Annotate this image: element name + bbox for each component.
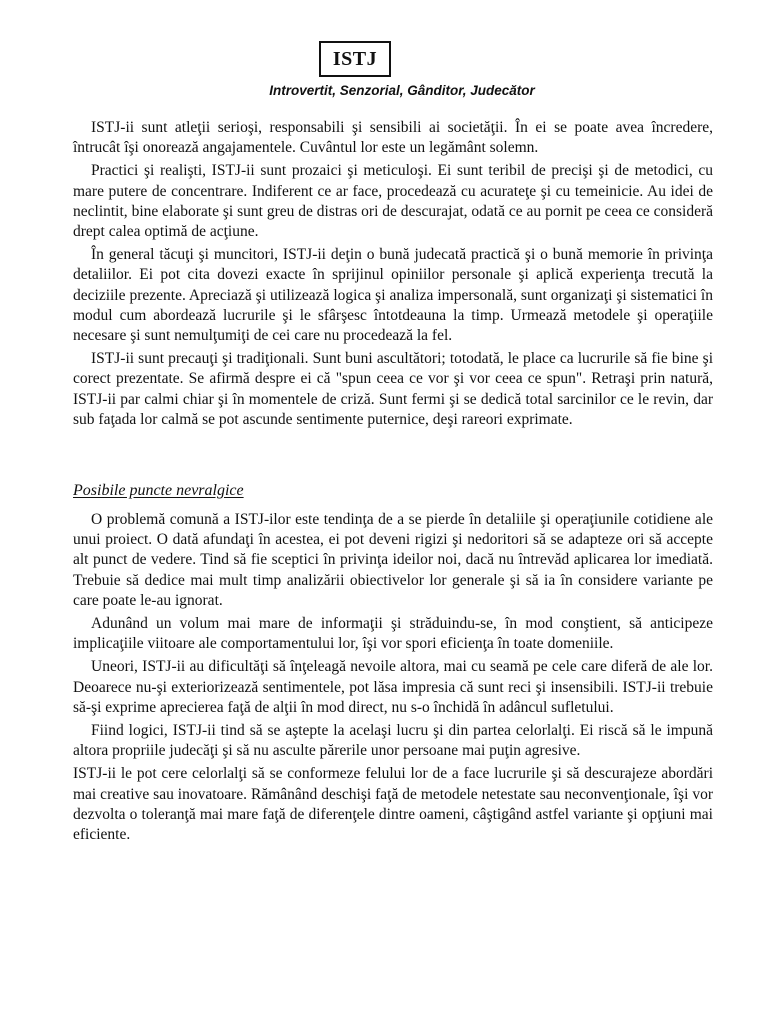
intro-section xyxy=(73,118,713,433)
intro-paragraph: ISTJ-ii sunt precauţi şi tradiţionali. Sunt buni ascultători; totodată, le place ca lucrurile să fie bine şi corect prezentate. Se afirmă despre ei că "spun ceea ce vor şi vor ceea ce spun". Retraşi prin natură, ISTJ-ii par calmi chiar şi în momentele de criză. Sunt fermi şi se dedică total sarcinilor ce le revin, dar sub faţada lor calmă se pot ascunde sentimente puternice, deşi rareori exprimate. xyxy=(73,350,713,428)
section-paragraph: Adunând un volum mai mare de informaţii şi străduindu-se, în mod conştient, să anticipeze implicaţiile viitoare ale comportamentului lor, îşi vor spori eficienţa în toate domeniile. xyxy=(73,615,713,653)
type-code-box xyxy=(319,41,391,77)
section-paragraph: Fiind logici, ISTJ-ii tind să se aştepte la acelaşi lucru şi din partea celorlalţi. Ei riscă să le impună altora propriile judecăţi şi să nu asculte părerile unor persoane mai puţin agresive. xyxy=(73,722,713,760)
section-paragraph: O problemă comună a ISTJ-ilor este tendinţa de a se pierde în detaliile şi operaţiunile cotidiene ale unui proiect. O dată afundaţi în acestea, ei pot deveni rigizi şi nedoritori să se adapteze ori să accepte alt punct de vedere. Tind să fie sceptici în privinţa ideilor noi, dacă nu întrevăd aplicarea lor imediată. Trebuie să dedice mai mult timp analizării obiectivelor lor generale şi să ia în considere variante pe care poate le-au ignorat. xyxy=(73,511,713,609)
section-heading: Posibile puncte nevralgice xyxy=(73,482,244,499)
section-paragraph: ISTJ-ii le pot cere celorlalţi să se conformeze felului lor de a face lucrurile şi să descurajeze abordări mai creative sau inovatoare. Rămânând deschişi faţă de metodele netestate sau neconvenţionale, îşi vor dezvolta o toleranţă mai mare faţă de diferenţele dintre oameni, câştigând astfel variante şi opţiuni mai eficiente. xyxy=(73,765,713,844)
type-code-title: ISTJ xyxy=(332,47,378,70)
weak-points-section xyxy=(73,510,713,848)
intro-paragraph: ISTJ-ii sunt atleţii serioşi, responsabili şi sensibili ai societăţii. În ei se poate avea încredere, întrucât îşi onorează angajamentele. Cuvântul lor este un legământ solemn. xyxy=(73,119,713,157)
intro-paragraph: Practici şi realişti, ISTJ-ii sunt prozaici şi meticuloşi. Ei sunt teribil de precişi şi de metodici, cu mare putere de concentrare. Indiferent ce ar face, procedează cu acurateţe şi cu temeinicie. Au idei de neclintit, bine elaborate şi sunt greu de distras ori de descurajat, odată ce au pornit pe ceea ce consideră drept calea optimă de acţiune. xyxy=(73,162,713,241)
section-paragraph: Uneori, ISTJ-ii au dificultăţi să înţeleagă nevoile altora, mai cu seamă pe cele care diferă de ale lor. Deoarece nu-şi exteriorizează sentimentele, pot lăsa impresia că sunt reci şi insensibili. ISTJ-ii trebuie să-şi exprime aprecierea faţă de alţii în mod direct, nu s-o închidă în adâncul sufletului. xyxy=(73,658,713,716)
type-subtitle: Introvertit, Senzorial, Gânditor, Judecător xyxy=(269,83,535,98)
intro-paragraph: În general tăcuţi şi muncitori, ISTJ-ii deţin o bună judecată practică şi o bună memorie în privinţa detaliilor. Ei pot cita dovezi exacte în sprijinul opiniilor personale şi aplică experienţa trecută la deciziile prezente. Apreciază şi utilizează logica şi analiza impersonală, sunt organizaţi şi sistematici în modul cum abordează lucrurile şi le sfârşesc întotdeauna la timp. Urmează metodele şi operaţiile necesare şi sunt nemulţumiţi de cei care nu procedează la fel. xyxy=(73,246,713,345)
